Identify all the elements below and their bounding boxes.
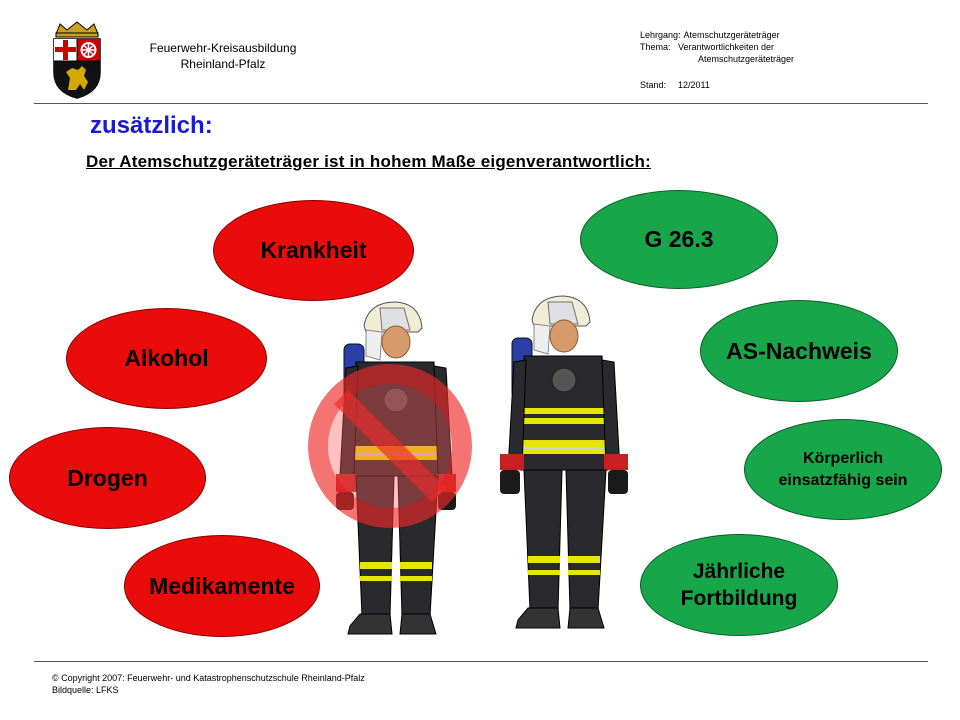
lehrgang-value: Atemschutzgeräteträger <box>683 30 780 40</box>
requirement-oval-koerperlich <box>744 419 942 520</box>
coat-of-arms-icon <box>48 20 106 100</box>
image-source-text: Bildquelle: LFKS <box>52 685 119 695</box>
thema-value-line1: Verantwortlichkeiten der <box>678 42 775 52</box>
requirement-oval-g26 <box>580 190 778 289</box>
risk-oval-krankheit <box>213 200 414 301</box>
copyright-text: © Copyright 2007: Feuerwehr- und Katastrophenschutzschule Rheinland-Pfalz <box>52 673 365 683</box>
lehrgang-label: Lehrgang: <box>640 30 681 40</box>
requirement-oval-as-nachweis <box>700 300 898 402</box>
organization-region: Rheinland-Pfalz <box>180 57 266 71</box>
footer <box>52 672 365 696</box>
slide-subtitle: zusätzlich: <box>90 112 213 139</box>
risk-label: Alkohol <box>124 345 209 371</box>
risk-oval-drogen <box>9 427 206 529</box>
slide-intro: Der Atemschutzgeräteträger ist in hohem Maße eigenverantwortlich: <box>86 152 651 171</box>
organization-name: Feuerwehr-Kreisausbildung <box>149 41 297 55</box>
risk-label: Medikamente <box>149 572 295 599</box>
requirement-label-line2: Fortbildung <box>680 587 798 610</box>
course-metadata <box>640 29 794 91</box>
requirement-label: G 26.3 <box>644 226 714 252</box>
organization-header <box>118 40 328 72</box>
requirement-oval-fortbildung <box>640 534 838 636</box>
stand-label: Stand: <box>640 80 667 90</box>
firefighter-right-icon <box>492 290 632 634</box>
risk-label: Drogen <box>67 464 148 491</box>
risk-label: Krankheit <box>260 237 367 263</box>
risk-oval-alkohol <box>66 308 267 409</box>
thema-value-line2: Atemschutzgeräteträger <box>698 54 795 64</box>
footer-divider <box>34 661 928 662</box>
requirement-label-line1: Körperlich <box>802 449 883 467</box>
requirement-label-line2: einsatzfähig sein <box>778 471 908 489</box>
requirement-label: AS-Nachweis <box>726 337 872 364</box>
stand-value: 12/2011 <box>678 80 710 90</box>
risk-oval-medikamente <box>124 535 320 637</box>
requirement-label-line1: Jährliche <box>692 560 786 583</box>
header-divider <box>34 103 928 104</box>
thema-label: Thema: <box>640 42 671 52</box>
prohibition-sign-icon <box>306 362 474 530</box>
